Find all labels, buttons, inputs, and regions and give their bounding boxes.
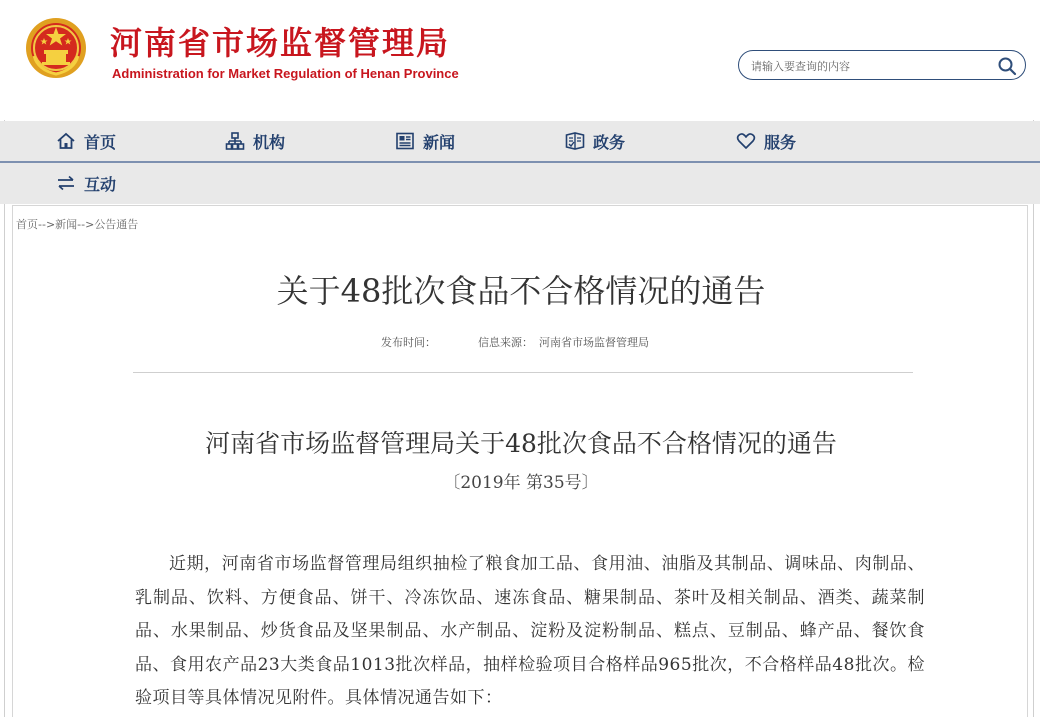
nav-item-label: 首页 xyxy=(84,132,117,152)
site-title: 河南省市场监督管理局 xyxy=(110,24,451,62)
home-icon xyxy=(56,131,76,151)
article-panel xyxy=(12,205,1028,717)
nav-item-label: 新闻 xyxy=(423,132,456,152)
nav-item-service[interactable] xyxy=(736,129,796,153)
nav-item-label: 互动 xyxy=(84,174,117,194)
site-header xyxy=(0,0,1040,120)
exchange-arrows-icon xyxy=(56,173,76,193)
publish-time-label: 发布时间： xyxy=(381,336,436,349)
main-nav xyxy=(0,121,1040,204)
org-chart-icon xyxy=(225,131,245,151)
nav-divider xyxy=(0,161,1040,163)
national-emblem-icon xyxy=(24,16,88,80)
breadcrumb-link-news[interactable]: 新闻 xyxy=(55,218,78,231)
breadcrumb-separator: --> xyxy=(38,218,56,231)
source-label: 信息来源： xyxy=(478,336,533,349)
breadcrumb xyxy=(16,216,138,232)
nav-item-label: 机构 xyxy=(253,132,286,152)
news-icon xyxy=(395,131,415,151)
search-input[interactable] xyxy=(749,56,993,76)
nav-item-label: 政务 xyxy=(593,132,626,152)
site-subtitle: Administration for Market Regulation of Henan Province xyxy=(112,66,459,81)
nav-item-organization[interactable] xyxy=(225,129,285,153)
source-value: 河南省市场监督管理局 xyxy=(539,336,649,349)
search-box xyxy=(738,50,1026,80)
title-divider xyxy=(133,372,913,373)
document-title: 河南省市场监督管理局关于48批次食品不合格情况的通告 xyxy=(205,429,837,458)
nav-item-interaction[interactable] xyxy=(56,171,116,195)
article-body: 近期，河南省市场监督管理局组织抽检了粮食加工品、食用油、油脂及其制品、调味品、肉制品、乳制品、饮料、方便食品、饼干、冷冻饮品、速冻食品、糖果制品、茶叶及相关制品、酒类、蔬菜制品、水果制品、炒货食品及坚果制品、水产制品、淀粉及淀粉制品、糕点、豆制品、蜂产品、餐饮食品、食用农产品23大类食品1013批次样品，抽样检验项目合格样品965批次，不合格样品48批次。检验项目等具体情况见附件。具体情况通告如下： xyxy=(135,554,925,708)
breadcrumb-link-home[interactable]: 首页 xyxy=(16,218,38,231)
nav-item-home[interactable] xyxy=(56,129,116,153)
search-icon[interactable] xyxy=(997,56,1017,76)
nav-item-affairs[interactable] xyxy=(565,129,625,153)
breadcrumb-link-notices[interactable]: 公告通告 xyxy=(94,218,139,231)
heart-icon xyxy=(736,131,756,151)
page-title: 关于48批次食品不合格情况的通告 xyxy=(276,272,766,310)
source-info xyxy=(478,334,649,350)
nav-item-news[interactable] xyxy=(395,129,455,153)
nav-item-label: 服务 xyxy=(764,132,797,152)
government-affairs-icon xyxy=(565,131,585,151)
breadcrumb-separator: --> xyxy=(77,218,95,231)
document-number: 〔2019年 第35号〕 xyxy=(443,473,599,493)
